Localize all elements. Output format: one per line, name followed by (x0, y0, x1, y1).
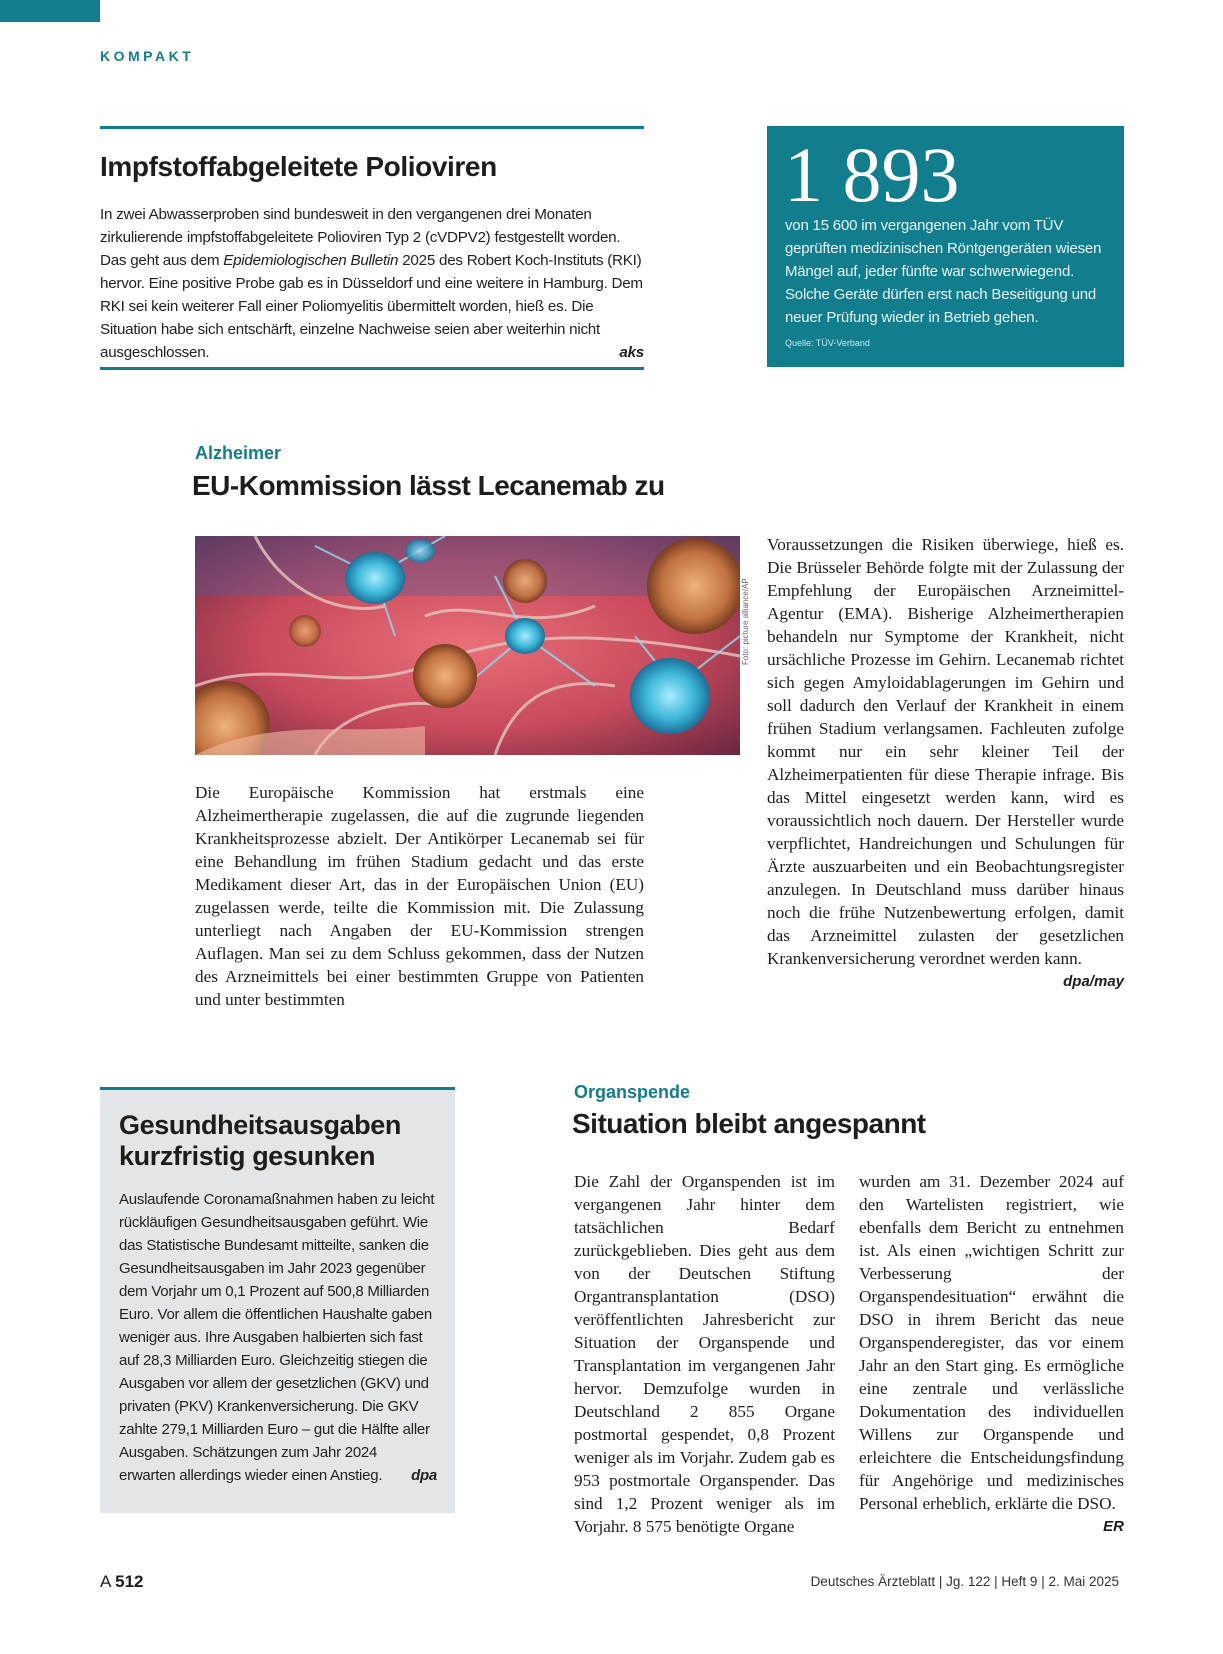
polio-author: aks (619, 344, 644, 361)
organ-author: ER (1103, 1518, 1124, 1535)
organ-col2-text: wurden am 31. Dezember 2024 auf den Wartelisten registriert, wie ebenfalls dem Bericht zu entnehmen ist. Als einen „wichtigen Schritt zur Verbesserung der Organspendesituation“ erwähnt die DSO in ihrem Bericht das neue Organspenderegister, das vor einem Jahr an den Start ging. Es ermögliche eine zentrale und verlässliche Dokumentation des individuellen Willens zur Organspende und erleichtere die Entscheidungsfindung für Angehörige und medizinisches Personal erheblich, erklärte die DSO. (859, 1172, 1124, 1513)
alzheimer-photo (195, 536, 740, 755)
neuron-illustration (195, 536, 740, 755)
alzheimer-col2 (767, 533, 1124, 993)
health-box (100, 1087, 455, 1513)
polio-body (100, 203, 644, 364)
journal-info: Deutsches Ärzteblatt | Jg. 122 | Heft 9 | 2. Mai 2025 (810, 1574, 1119, 1589)
organ-col2 (859, 1170, 1124, 1538)
polio-body-pre: In zwei Abwasserproben sind bundesweit in den vergangenen drei Monaten zirkulierende impfstoffabgeleitete Polioviren Typ 2 (cVDPV2) festgestellt worden. Das geht aus dem (100, 206, 621, 269)
alzheimer-author: dpa/may (1063, 973, 1124, 990)
page-prefix: A (100, 1572, 111, 1591)
polio-body-post: 2025 des Robert Koch-Instituts (RKI) hervor. Eine positive Probe gab es in Düsseldorf und eine weitere in Hamburg. Dem RKI sei kein weiterer Fall einer Poliomyelitis übermittelt worden, hieß es. Die Situation habe sich entschärft, einzelne Nachweise seien aber weiterhin nicht ausgeschlossen. (100, 252, 643, 361)
alzheimer-kicker: Alzheimer (195, 443, 282, 463)
health-author: dpa (411, 1467, 437, 1484)
health-body-text: Auslaufende Coronamaßnahmen haben zu leicht rückläufigen Gesundheitsausgaben geführt. Wie das Statistische Bundesamt mitteilte, sanken die Gesundheitsausgaben im Jahr 2023 gegenüber dem Vorjahr um 0,1 Prozent auf 500,8 Milliarden Euro. Vor allem die öffentlichen Haushalte gaben weniger aus. Ihre Ausgaben halbierten sich fast auf 28,3 Milliarden Euro. Gleichzeitig stiegen die Ausgaben vor allem der gesetzlichen (GKV) und privaten (PKV) Krankenversicherung. Die GKV zahlte 279,1 Milliarden Euro – gut die Hälfte aller Ausgaben. Schätzungen zum Jahr 2024 erwarten allerdings wieder einen Anstieg. (119, 1191, 435, 1484)
organ-title: Situation bleibt angespannt (572, 1108, 926, 1139)
page-number-value: 512 (115, 1572, 144, 1591)
stat-source: Quelle: TÜV-Verband (785, 338, 870, 348)
photo-credit: Foto: picture alliance/AP (741, 578, 750, 665)
stat-box (767, 126, 1124, 367)
stat-text: von 15 600 im vergangenen Jahr vom TÜV geprüften medizinischen Röntgengeräten wiesen Mängel auf, jeder fünfte war schwerwiegend. Solche Geräte dürfen erst nach Beseitigung und neuer Prüfung wieder in Betrieb gehen. (785, 217, 1102, 326)
polio-article (100, 126, 644, 370)
stat-number: 1 893 (784, 131, 960, 218)
organ-col1: Die Zahl der Organspenden ist im vergangenen Jahr hinter dem tatsächlichen Bedarf zurückgeblieben. Dies geht aus dem von der Deutschen Stiftung Organtransplantation (DSO) veröffentlichten Jahresbericht zur Situation der Organspende und Transplantation im vergangenen Jahr hervor. Demzufolge wurden in Deutschland 2 855 Organe postmortal gespendet, 0,8 Prozent weniger als im Vorjahr. Zudem gab es 953 postmortale Organspender. Das sind 1,2 Prozent weniger als im Vorjahr. 8 575 benötigte Organe (574, 1172, 835, 1536)
corner-accent-bar (0, 0, 100, 22)
health-title: Gesundheitsausgaben kurzfristig gesunken (119, 1110, 401, 1171)
health-body (119, 1188, 437, 1487)
polio-body-italic: Epidemiologischen Bulletin (223, 252, 399, 269)
alzheimer-col2-text: Voraussetzungen die Risiken überwiege, hieß es. Die Brüsseler Behörde folgte mit der Zulassung der Empfehlung der Europäischen Arzneimittel-Agentur (EMA). Bisherige Alzheimertherapien behandeln nur Symptome der Krankheit, nicht ursächliche Prozesse im Gehirn. Lecanemab richtet sich gegen Amyloidablagerungen im Gehirn und soll dadurch den Verlauf der Krankheit in einem frühen Stadium verlangsamen. Fachleuten zufolge kommt nur ein sehr kleiner Teil der Alzheimerpatienten für diese Therapie infrage. Bis das Mittel eingesetzt werden kann, wird es voraussichtlich noch dauern. Der Hersteller wurde verpflichtet, Handreichungen und Schulungen für Ärzte auszuarbeiten und ein Beobachtungsregister anzulegen. In Deutschland muss darüber hinaus noch die frühe Nutzenbewertung erfolgen, damit das Arzneimittel zulasten der gesetzlichen Krankenversicherung verordnet werden kann. (767, 535, 1124, 968)
polio-title: Impfstoffabgeleitete Polioviren (100, 151, 497, 182)
alzheimer-title: EU-Kommission lässt Lecanemab zu (192, 470, 665, 501)
section-label: KOMPAKT (100, 48, 195, 64)
page-number (100, 1572, 144, 1592)
alzheimer-col1: Die Europäische Kommission hat erstmals eine Alzheimertherapie zugelassen, die auf die zugrunde liegenden Krankheitsprozesse abzielt. Der Antikörper Lecanemab sei für eine Behandlung im frühen Stadium gedacht und das erste Medikament dieser Art, das in der Europäischen Union (EU) zugelassen werde, teilte die Kommission mit. Die Zulassung unterliegt nach Angaben der EU-Kommission strengen Auflagen. Man sei zu dem Schluss gekommen, dass der Nutzen des Arzneimittels bei einer bestimmten Gruppe von Patienten und unter bestimmten (195, 783, 644, 1009)
organ-kicker: Organspende (574, 1082, 691, 1102)
